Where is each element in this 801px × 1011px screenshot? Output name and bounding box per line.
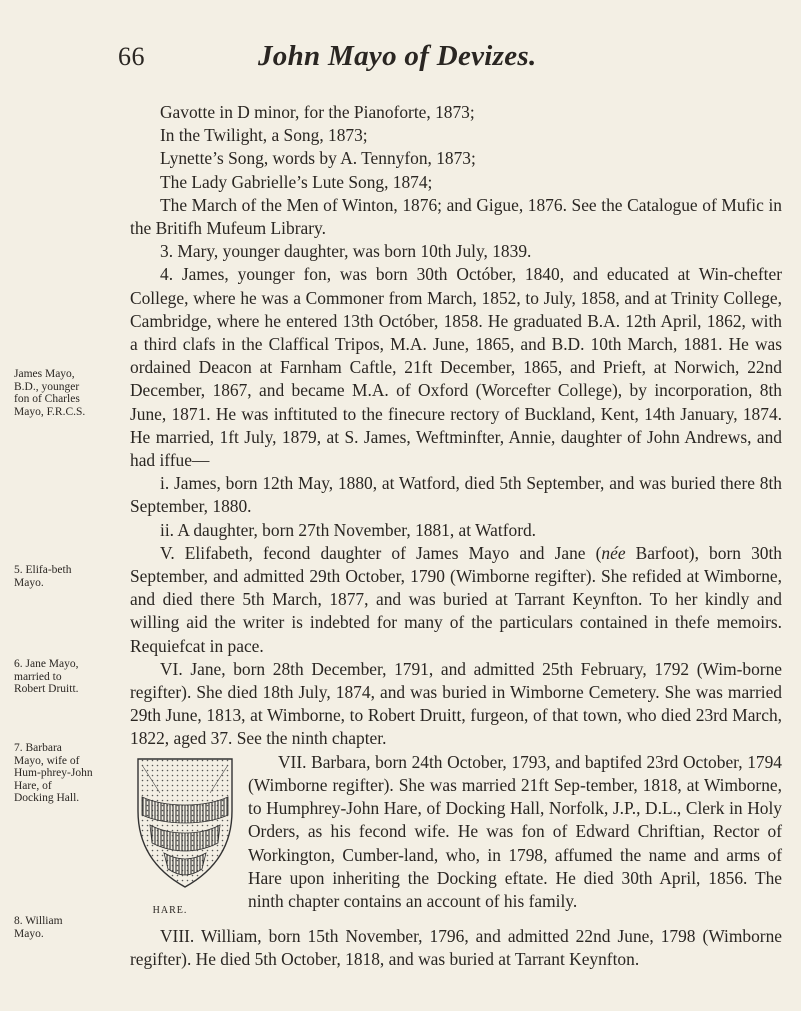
hare-arms-caption: HARE. (152, 904, 188, 916)
paragraph: 4. James, younger fon, was born 30th Octóber, 1840, and educated at Win-chefter College, where he was a Commoner from March, 1852, to July, 1858, and at Trinity College, Cambridge, where he entered 13th Octóber, 1858. He graduated B.A. 12th April, 1862, with a third clafs in the Claffical Tripos, M.A. June, 1865, and B.D. 10th March, 1881. He was ordained Deacon at Farnham Caftle, 21ft December, 1865, and Prieft, at Norwich, 22nd December, 1867, and became M.A. of Oxford (Worcefter College), by incorporation, 8th June, 1871. He was inftituted to the finecure rectory of Buckland, Kent, 14th January, 1874. He married, 1ft July, 1879, at S. James, Weftminfter, Annie, daughter of John Andrews, and had iffue— (130, 264, 782, 471)
paragraph: Gavotte in D minor, for the Pianoforte, 1873; (160, 102, 475, 122)
paragraph: VI. Jane, born 28th December, 1791, and admitted 25th February, 1792 (Wim-borne regifter). She died 18th July, 1874, and was buried in Wimborne Cemetery. She was married 29th June, 1813, at Wimborne, to Robert Druitt, furgeon, of that town, who died 23rd March, 1822, aged 37. See the ninth chapter. (130, 658, 782, 749)
page-header (0, 42, 801, 82)
margin-note-william: 8. William Mayo. (14, 915, 63, 940)
paragraph: i. James, born 12th May, 1880, at Watford, died 5th September, and was buried there 8th September, 1880. (130, 473, 782, 517)
margin-note-jane: 6. Jane Mayo, married to Robert Druitt. (14, 658, 79, 695)
hare-arms-figure (130, 753, 240, 923)
page-number: 66 (118, 42, 145, 71)
paragraph: Lynette’s Song, words by A. Tennyfon, 1873; (160, 148, 476, 169)
running-title: John Mayo of Devizes. (258, 40, 537, 72)
paragraph: 3. Mary, younger daughter, was born 10th July, 1839. (160, 241, 532, 262)
paragraph-part: V. Elifabeth, fecond daughter of James Mayo and Jane ( (160, 542, 602, 563)
paragraph: VIII. William, born 15th November, 1796, and admitted 22nd June, 1798 (Wimborne regifter). He died 5th October, 1818, and was buried at Tarrant Keynfton. (130, 925, 782, 969)
paragraph (130, 751, 782, 916)
paragraph (130, 542, 782, 658)
nee-word: née (601, 542, 626, 563)
paragraph-text: VII. Barbara, born 24th October, 1793, and baptifed 23rd October, 1794 (Wimborne regifter). She was married 21ft Sep-tember, 1818, at Wimborne, to Humphrey-John Hare, of Docking Hall, Norfolk, J.P., D.L., Clerk in Holy Orders, as his fecond wife. He was fon of Edward Chriftian, Rector of Workington, Cumber-land, who, in 1798, affumed the name and arms of Hare upon inheriting the Docking eftate. He died 30th April, 1856. The ninth chapter contains an account of his family. (248, 751, 782, 911)
margin-note-elizabeth: 5. Elifa-beth Mayo. (14, 564, 72, 589)
paragraph-part: Barfoot), born 30th September, and admitted 29th October, 1790 (Wimborne regifter). She refided at Wimborne, and died there 5th March, 1877, and was buried at Tarrant Keynfton. To her kindly and willing aid the writer is indebted for many of the particulars contained in thefe memoirs. Requiefcat in pace. (130, 542, 782, 656)
paragraph: The Lady Gabrielle’s Lute Song, 1874; (160, 171, 433, 192)
paragraph: The March of the Men of Winton, 1876; and Gigue, 1876. See the Catalogue of Mufic in the Britifh Mufeum Library. (130, 194, 782, 239)
paragraph: In the Twilight, a Song, 1873; (160, 125, 368, 146)
body-text (130, 101, 782, 971)
hare-shield-icon (130, 753, 240, 893)
margin-note-barbara: 7. Barbara Mayo, wife of Hum-phrey-John Hare, of Docking Hall. (14, 742, 93, 804)
paragraph: ii. A daughter, born 27th November, 1881, at Watford. (160, 519, 537, 540)
margin-note-james: James Mayo, B.D., younger fon of Charles Mayo, F.R.C.S. (14, 368, 86, 418)
